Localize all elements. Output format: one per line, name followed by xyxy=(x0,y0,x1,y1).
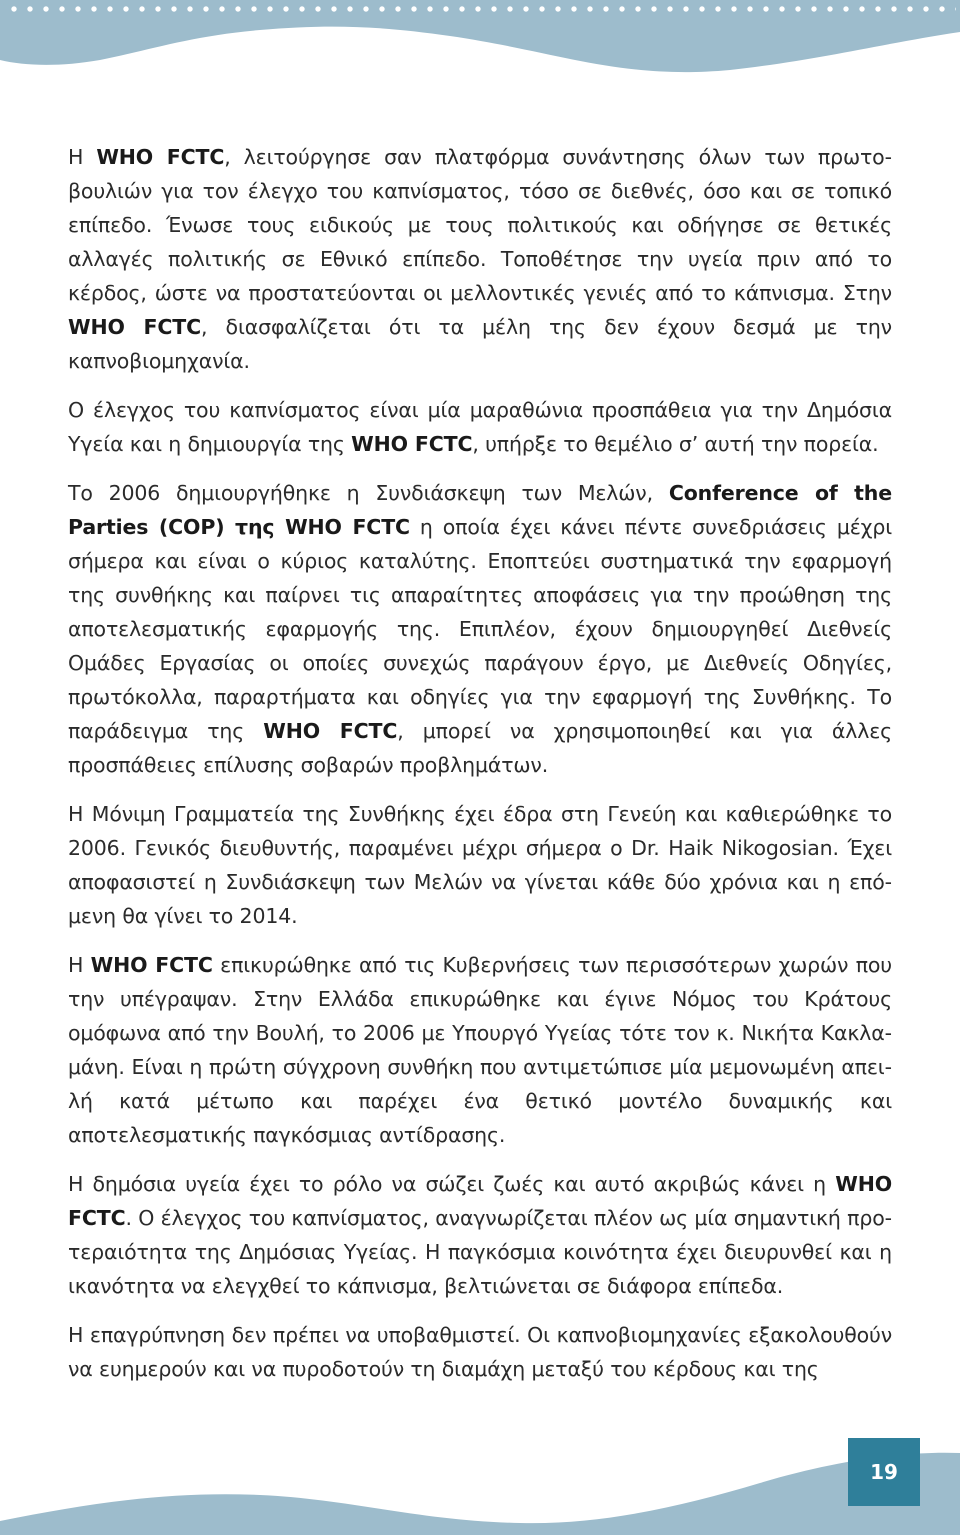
text-run: Η xyxy=(68,953,91,977)
text-run: , υπήρξε το θεμέλιο σ’ αυτή την πορεία. xyxy=(472,432,879,456)
bold-term: Conference of the Parties (COP) της WHO FCTC xyxy=(68,481,892,539)
text-run: η οποία έχει κάνει πέντε συνεδριάσεις μέχρι σήμερα και είναι ο κύριος καταλύτης. Εποπτεύει συστηματικά την εφαρμογή της συνθήκης και παίρνει τις απαραίτητες αποφάσεις για την προώθηση της αποτελεσματικής εφαρμογής της. Επιπλέον, έχουν δημιουργηθεί Διεθνείς Ομάδες Εργασίας οι οποίες συνεχώς παράγουν έργο, με Διεθνείς Οδηγίες, πρωτόκολλα, παραρτήματα και οδηγίες για την εφαρμογή της Συνθήκης. Το παράδειγμα της xyxy=(68,515,892,743)
text-run: , λειτούργησε σαν πλατφόρμα συνάντησης όλων των πρωτοβουλιών για τον έλεγχο του καπνίσματος, τόσο σε διεθνές, όσο και σε τοπικό επίπεδο. Ένωσε τους ειδικούς με τους πολιτικούς και οδήγησε σε θετικές αλλαγές πολιτικής σε Εθνικό επίπεδο. Τοποθέτησε την υγεία πριν από το κέρδος, ώστε να προστατεύονται οι μελλοντικές γενιές από το κάπνισμα. Στην xyxy=(68,145,892,305)
body-text xyxy=(68,140,892,1401)
text-run: Ο έλεγχος του καπνίσματος είναι μία μαραθώνια προσπάθεια για την Δημόσια Υγεία και η δημιουργία της xyxy=(68,398,892,456)
text-run: επικυρώθηκε από τις Κυβερνήσεις των περισσότερων χωρών που την υπέγραψαν. Στην Ελλάδα επικυρώθηκε και έγινε Νόμος του Κράτους ομόφωνα από την Βουλή, το 2006 με Υπουργό Υγείας τότε τον κ. Νικήτα Κακλαμάνη. Είναι η πρώτη σύγχρονη συνθήκη που αντιμετώπισε μία μεμονωμένη απειλή κατά μέτωπο και παρέχει ένα θετικό μοντέλο δυναμικής και αποτελεσματικής παγκόσμιας αντίδρασης. xyxy=(68,953,892,1147)
bold-term: WHO FCTC xyxy=(263,719,398,743)
paragraph xyxy=(68,797,892,933)
footer-wave-decoration xyxy=(0,1425,960,1535)
bold-term: WHO FCTC xyxy=(351,432,473,456)
paragraph xyxy=(68,1167,892,1303)
header-wave-decoration xyxy=(0,0,960,110)
page-number: 19 xyxy=(848,1438,920,1506)
bold-term: WHO FCTC xyxy=(96,145,225,169)
paragraph xyxy=(68,948,892,1152)
text-run: Η επαγρύπνηση δεν πρέπει να υποβαθμιστεί. Οι καπνοβιομηχανίες εξακολουθούν να ευημερούν και να πυροδοτούν τη διαμάχη μεταξύ του κέρδους και της xyxy=(68,1323,892,1381)
bold-term: WHO FCTC xyxy=(90,953,213,977)
text-run: Η δημόσια υγεία έχει το ρόλο να σώζει ζωές και αυτό ακριβώς κάνει η xyxy=(68,1172,836,1196)
text-run: , διασφαλίζεται ότι τα μέλη της δεν έχουν δεσμά με την καπνοβιομηχανία. xyxy=(68,315,892,373)
paragraph xyxy=(68,1318,892,1386)
paragraph xyxy=(68,140,892,378)
header-dot-row xyxy=(6,3,956,15)
bold-term: WHO FCTC xyxy=(68,1172,892,1230)
text-run: , μπορεί να χρησιμοποιηθεί και για άλλες προσπάθειες επίλυσης σοβαρών προβλημάτων. xyxy=(68,719,893,777)
bold-term: WHO FCTC xyxy=(68,315,202,339)
paragraph xyxy=(68,393,892,461)
paragraph xyxy=(68,476,892,782)
text-run: Το 2006 δημιουργήθηκε η Συνδιάσκεψη των Μελών, xyxy=(68,481,669,505)
text-run: . Ο έλεγχος του καπνίσματος, αναγνωρίζεται πλέον ως μία σημαντική προτεραιότητα της Δημόσιας Υγείας. Η παγκόσμια κοινότητα έχει διευρυνθεί και η ικανότητα να ελεγχθεί το κάπνισμα, βελτιώνεται σε διάφορα επίπεδα. xyxy=(68,1206,892,1298)
text-run: Η xyxy=(68,145,97,169)
text-run: Η Μόνιμη Γραμματεία της Συνθήκης έχει έδρα στη Γενεύη και καθιερώθηκε το 2006. Γενικός διευθυντής, παραμένει μέχρι σήμερα ο Dr. Haik Nikogosian. Έχει αποφασιστεί η Συνδιάσκεψη των Μελών να γίνεται κάθε δύο χρόνια και η επόμενη θα γίνει το 2014. xyxy=(68,802,892,928)
